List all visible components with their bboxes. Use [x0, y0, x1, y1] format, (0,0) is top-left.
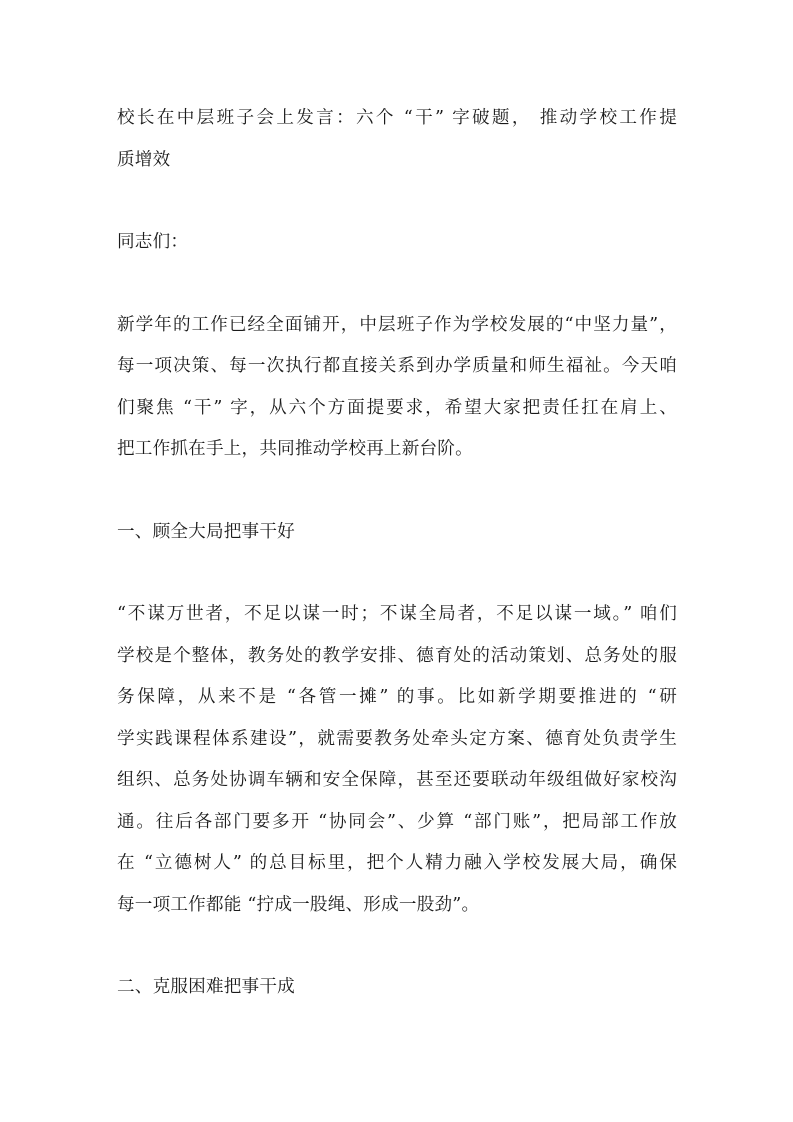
- salutation-text: 同志们：: [117, 232, 189, 252]
- paragraph-line: 每一项工作都能 “拧成一股绳、形成一股劲”。: [117, 894, 480, 915]
- paragraph-line: “不谋万世者，不足以谋一时；不谋全局者，不足以谋一域。” 咱们: [117, 604, 677, 624]
- paragraph-line: 每一项决策、每一次执行都直接关系到办学质量和师生福祉。今天咱: [117, 356, 677, 376]
- title-line: 质增效: [117, 149, 171, 170]
- section-heading-text: 二、克服困难把事干成: [117, 977, 295, 997]
- document-title: [117, 98, 677, 181]
- paragraph-line: 学校是个整体，教务处的教学安排、德育处的活动策划、总务处的服: [117, 645, 677, 666]
- section-heading-text: 一、顾全大局把事干好: [117, 521, 295, 542]
- paragraph-line: 学实践课程体系建设”，就需要教务处牵头定方案、德育处负责学生: [117, 728, 677, 749]
- paragraph-line: 在 “立德树人” 的总目标里，把个人精力融入学校发展大局，确保: [117, 853, 677, 873]
- title-line: 校长在中层班子会上发言：六个 “干” 字破题， 推动学校工作提: [117, 108, 677, 128]
- paragraph-line: 们聚焦 “干” 字，从六个方面提要求，希望大家把责任扛在肩上、: [117, 397, 677, 418]
- paragraph-line: 把工作抓在手上，共同推动学校再上新台阶。: [117, 439, 473, 459]
- paragraph-line: 新学年的工作已经全面铺开，中层班子作为学校发展的“中坚力量”，: [117, 314, 677, 335]
- paragraph-line: 务保障，从来不是 “各管一摊” 的事。比如新学期要推进的 “研: [117, 687, 677, 707]
- intro-paragraph: [117, 305, 677, 471]
- document-page: [117, 98, 677, 1050]
- paragraph-line: 通。往后各部门要多开 “协同会”、少算 “部门账”，把局部工作放: [117, 811, 677, 832]
- paragraph-line: 组织、总务处协调车辆和安全保障，甚至还要联动年级组做好家校沟: [117, 770, 677, 790]
- section-heading-1: [117, 512, 677, 554]
- salutation: [117, 222, 677, 264]
- section-1-paragraph: [117, 594, 677, 926]
- section-heading-2: [117, 967, 677, 1009]
